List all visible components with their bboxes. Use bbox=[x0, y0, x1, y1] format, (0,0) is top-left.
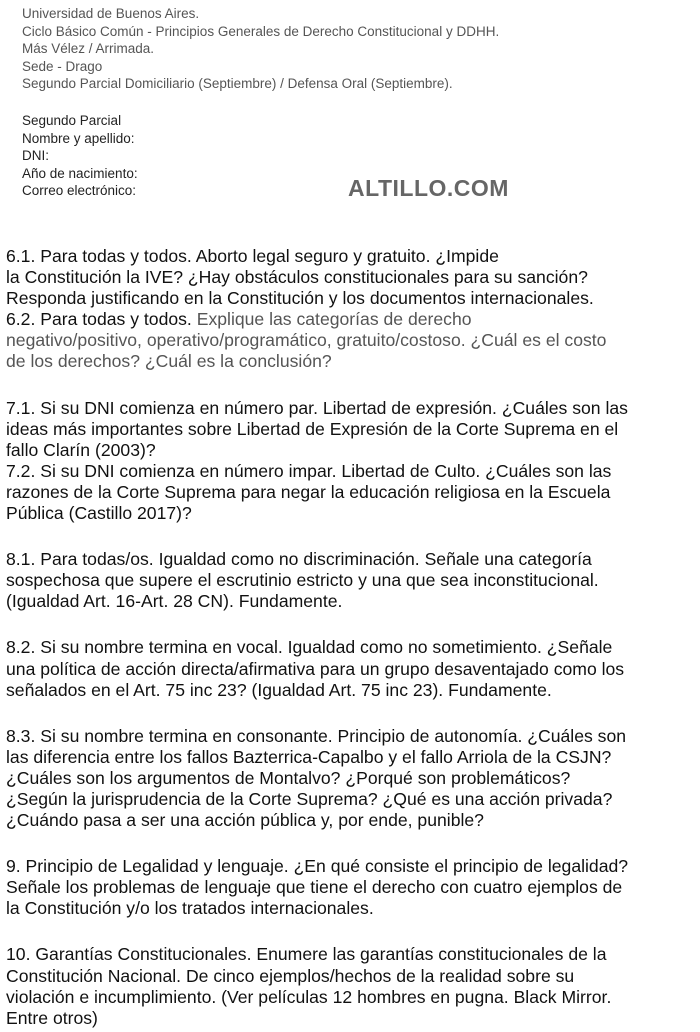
question-line: 9. Principio de Legalidad y lenguaje. ¿En qué consiste el principio de legalidad? bbox=[6, 856, 629, 877]
question-8-2 bbox=[6, 637, 628, 700]
question-line: 7.1. Si su DNI comienza en número par. Libertad de expresión. ¿Cuáles son las bbox=[6, 397, 628, 418]
form-label-birth-year: Año de nacimiento: bbox=[22, 165, 138, 181]
header-line: Ciclo Básico Común - Principios Generales de Derecho Constitucional y DDHH. bbox=[22, 23, 500, 39]
question-line: la Constitución la IVE? ¿Hay obstáculos constitucionales para su sanción? bbox=[6, 267, 588, 288]
question-line: 8.3. Si su nombre termina en consonante. Principio de autonomía. ¿Cuáles son bbox=[6, 725, 627, 746]
question-10 bbox=[6, 944, 628, 1028]
question-line: Señale los problemas de lenguaje que tiene el derecho con cuatro ejemplos de bbox=[6, 877, 623, 898]
question-lead: 6.2. Para todas y todos. bbox=[6, 309, 192, 330]
question-line: ¿Según la jurisprudencia de la Corte Suprema? ¿Qué es una acción privada? bbox=[6, 788, 613, 809]
question-line: una política de acción directa/afirmativa para un grupo desaventajado como los bbox=[6, 658, 625, 679]
question-line: Pública (Castillo 2017)? bbox=[6, 503, 192, 524]
question-7 bbox=[6, 398, 628, 525]
header-line: Segundo Parcial Domiciliario (Septiembre) / Defensa Oral (Septiembre). bbox=[22, 76, 453, 92]
question-line: violación e incumplimiento. (Ver películas 12 hombres en pugna. Black Mirror. bbox=[6, 986, 612, 1007]
question-line: la Constitución y/o los tratados internacionales. bbox=[6, 898, 374, 919]
question-line: fallo Clarín (2003)? bbox=[6, 439, 156, 460]
student-info-form bbox=[22, 112, 138, 200]
header-line: Universidad de Buenos Aires. bbox=[22, 6, 200, 21]
question-8-3 bbox=[6, 726, 628, 831]
question-line: ideas más importantes sobre Libertad de Expresión de la Corte Suprema en el bbox=[6, 418, 619, 439]
question-line: de los derechos? ¿Cuál es la conclusión? bbox=[6, 351, 332, 372]
question-text: Explique las categorías de derecho bbox=[191, 309, 472, 330]
question-6-1 bbox=[6, 246, 628, 309]
question-8-1 bbox=[6, 549, 628, 612]
question-line: señalados en el Art. 75 inc 23? (Igualdad Art. 75 inc 23). Fundamente. bbox=[6, 679, 552, 700]
question-line: Responda justificando en la Constitución y los documentos internacionales. bbox=[6, 288, 594, 309]
question-6-2 bbox=[6, 309, 628, 372]
question-line: negativo/positivo, operativo/programático, gratuito/costoso. ¿Cuál es el costo bbox=[6, 330, 607, 351]
question-line: 6.1. Para todas y todos. Aborto legal seguro y gratuito. ¿Impide bbox=[6, 246, 499, 266]
question-line: (Igualdad Art. 16-Art. 28 CN). Fundamente. bbox=[6, 591, 343, 612]
question-line: Entre otros) bbox=[6, 1007, 98, 1028]
question-line: 10. Garantías Constitucionales. Enumere las garantías constitucionales de la bbox=[6, 944, 607, 965]
question-line: 8.2. Si su nombre termina en vocal. Igualdad como no sometimiento. ¿Señale bbox=[6, 637, 613, 658]
watermark: ALTILLO.COM bbox=[348, 175, 509, 201]
question-line bbox=[6, 309, 628, 330]
header-line: Sede - Drago bbox=[22, 58, 103, 74]
form-title: Segundo Parcial bbox=[22, 113, 122, 128]
header-line: Más Vélez / Arrimada. bbox=[22, 41, 155, 57]
question-9 bbox=[6, 856, 628, 919]
question-line: razones de la Corte Suprema para negar la educación religiosa en la Escuela bbox=[6, 481, 611, 502]
question-line: 7.2. Si su DNI comienza en número impar. Libertad de Culto. ¿Cuáles son las bbox=[6, 460, 612, 481]
form-label-dni: DNI: bbox=[22, 148, 49, 164]
question-line: las diferencia entre los fallos Bazterrica-Capalbo y el fallo Arriola de la CSJN? bbox=[6, 746, 612, 767]
form-label-email: Correo electrónico: bbox=[22, 183, 137, 199]
form-label-name: Nombre y apellido: bbox=[22, 130, 135, 146]
course-header bbox=[22, 5, 499, 93]
question-line: 8.1. Para todas/os. Igualdad como no discriminación. Señale una categoría bbox=[6, 549, 592, 570]
exam-questions bbox=[6, 246, 628, 1029]
question-line: ¿Cuándo pasa a ser una acción pública y, por ende, punible? bbox=[6, 810, 484, 831]
question-line: sospechosa que supere el escrutinio estricto y una que sea inconstitucional. bbox=[6, 570, 599, 591]
question-line: ¿Cuáles son los argumentos de Montalvo? ¿Porqué son problemáticos? bbox=[6, 767, 571, 788]
question-line: Constitución Nacional. De cinco ejemplos/hechos de la realidad sobre su bbox=[6, 965, 575, 986]
